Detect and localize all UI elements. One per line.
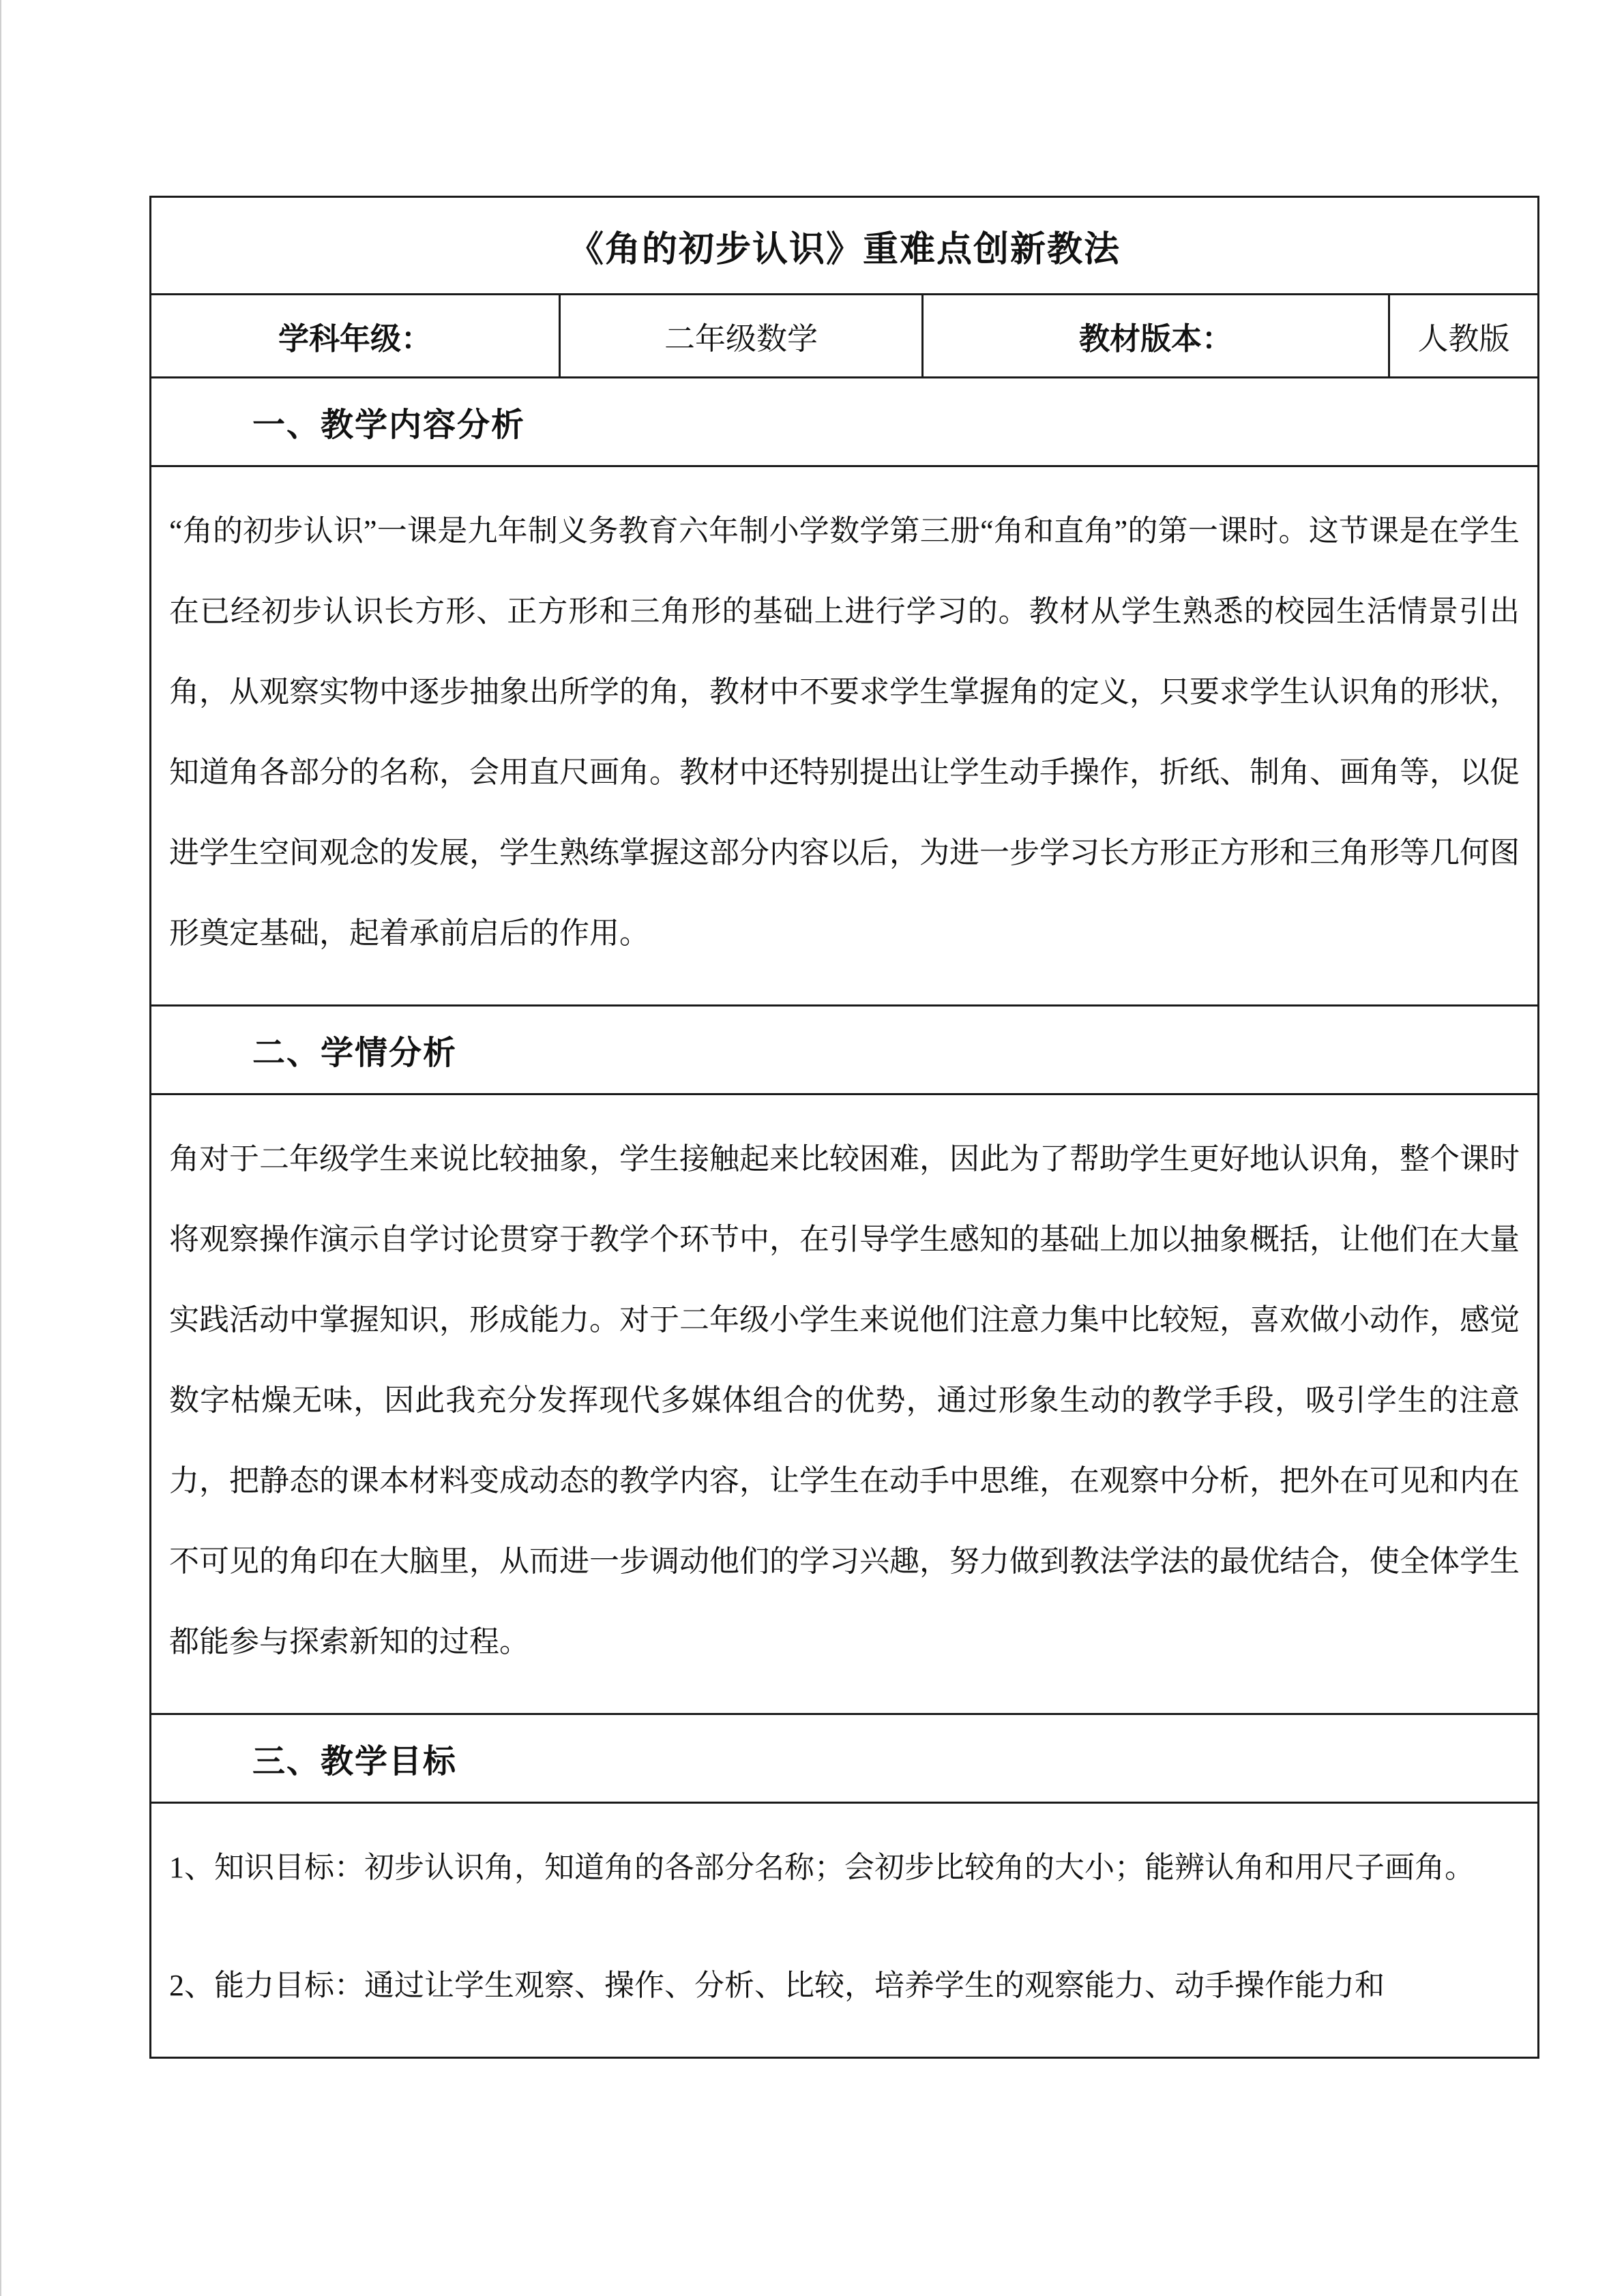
- section-1-body-text: “角的初步认识”一课是九年制义务教育六年制小学数学第三册“角和直角”的第一课时。这节课是在学生在已经初步认识长方形、正方形和三角形的基础上进行学习的。教材从学生熟悉的校园生活情景引出角，从观察实物中逐步抽象出所学的角，教材中不要求学生掌握角的定义，只要求学生认识角的形状，知道角各部分的名称，会用直尺画角。教材中还特别提出让学生动手操作，折纸、制角、画角等，以促进学生空间观念的发展，学生熟练掌握这部分内容以后，为进一步学习长方形正方形和三角形等几何图形奠定基础，起着承前启后的作用。: [169, 514, 1520, 950]
- section-2-heading: 二、学情分析: [252, 1035, 458, 1071]
- section-3-heading-row: [151, 1713, 1537, 1802]
- meta-row: [151, 293, 1537, 376]
- section-1-heading: 一、教学内容分析: [252, 407, 526, 443]
- section-2-heading-row: [151, 1004, 1537, 1093]
- subject-grade-label: 学科年级：: [278, 322, 432, 356]
- lesson-plan-table: [149, 196, 1539, 2059]
- edition-value: 人教版: [1388, 295, 1537, 376]
- edition-label: 教材版本：: [921, 295, 1388, 376]
- section-3-heading: 三、教学目标: [252, 1744, 458, 1780]
- section-3-knowledge-goal-text: 1、知识目标：初步认识角，知道角的各部分名称；会初步比较角的大小；能辨认角和用尺子画角。: [169, 1851, 1475, 1884]
- document-title-row: [151, 198, 1537, 293]
- document-title: 《角的初步认识》重难点创新教法: [567, 230, 1121, 269]
- section-3-ability-goal-text: 2、能力目标：通过让学生观察、操作、分析、比较，培养学生的观察能力、动手操作能力和: [169, 1969, 1385, 2002]
- section-1-heading-row: [151, 376, 1537, 465]
- section-3-body-row: [151, 1802, 1537, 2057]
- section-2-body-text: 角对于二年级学生来说比较抽象，学生接触起来比较困难，因此为了帮助学生更好地认识角，整个课时将观察操作演示自学讨论贯穿于教学个环节中，在引导学生感知的基础上加以抽象概括，让他们在大量实践活动中掌握知识，形成能力。对于二年级小学生来说他们注意力集中比较短，喜欢做小动作，感觉数字枯燥无味，因此我充分发挥现代多媒体组合的优势，通过形象生动的教学手段，吸引学生的注意力，把静态的课本材料变成动态的教学内容，让学生在动手中思维，在观察中分析，把外在可见和内在不可见的角印在大脑里，从而进一步调动他们的学习兴趣，努力做到教法学法的最优结合，使全体学生都能参与探索新知的过程。: [169, 1142, 1520, 1658]
- subject-grade-value: 二年级数学: [559, 295, 921, 376]
- section-1-body-row: [151, 465, 1537, 1004]
- section-2-body-row: [151, 1093, 1537, 1713]
